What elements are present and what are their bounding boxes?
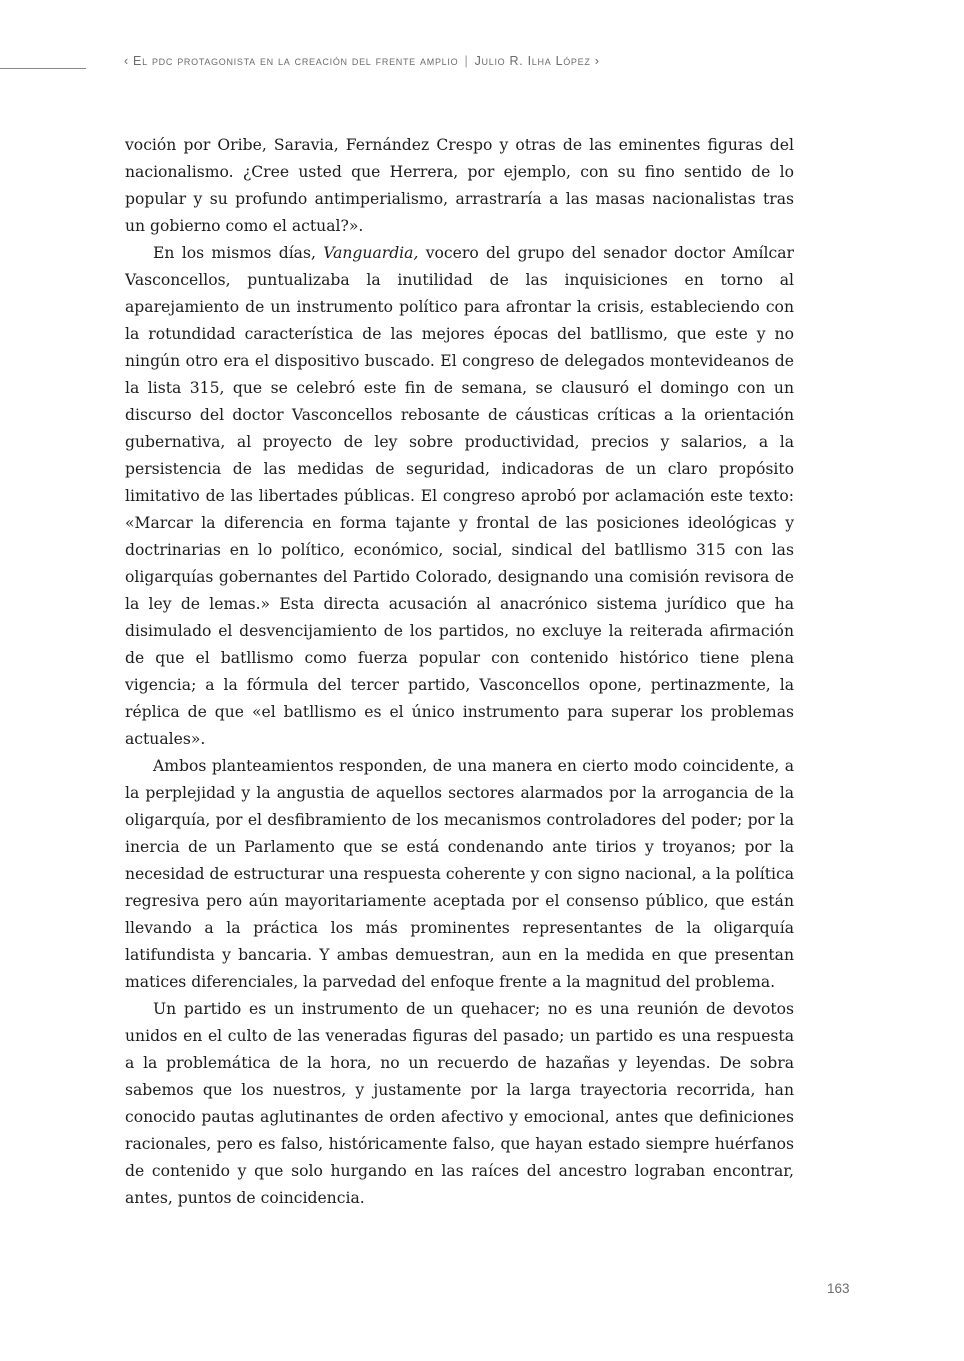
paragraph-2 — [125, 240, 794, 753]
header-rule — [0, 68, 86, 69]
paragraph-3: Ambos planteamientos responden, de una manera en cierto modo coincidente, a la perplejidad y la angustia de aquellos sectores alarmados por la arrogancia de la oligarquía, por el desfibramiento de los mecanismos controladores del poder; por la inercia de un Parlamento que se está condenando ante tirios y troyanos; por la necesidad de estructurar una respuesta coherente y con signo nacional, a la política regresiva pero aún mayoritariamente aceptada por el consenso público, que están llevando a la práctica los más prominentes representantes de la oligarquía latifundista y bancaria. Y ambas demuestran, aun en la medida en que presentan matices diferenciales, la parvedad del enfoque frente a la magnitud del problema. — [125, 757, 794, 991]
paragraph-4: Un partido es un instrumento de un quehacer; no es una reunión de devotos unidos en el culto de las veneradas figuras del pasado; un partido es una respuesta a la problemática de la hora, no un recuerdo de hazañas y leyendas. De sobra sabemos que los nuestros, y justamente por la larga trayectoria recorrida, han conocido pautas aglutinantes de orden afectivo y emocional, antes que definiciones racionales, pero es falso, históricamente falso, que hayan estado siempre huérfanos de contenido y que solo hurgando en las raíces del ancestro lograban encontrar, antes, puntos de coincidencia. — [125, 1000, 794, 1207]
running-head — [124, 54, 824, 68]
running-head-separator: | — [464, 54, 469, 68]
body-text — [125, 132, 794, 1212]
paragraph-2-rest: vocero del grupo del senador doctor Amílcar Vasconcellos, puntualizaba la inutilidad de las inquisiciones en torno al aparejamiento de un instrumento político para afrontar la crisis, estableciendo con la rotundidad característica de las mejores épocas del batllismo, que este y no ningún otro era el dispositivo buscado. El congreso de delegados montevideanos de la lista 315, que se celebró este fin de semana, se clausuró el domingo con un discurso del doctor Vasconcellos rebosante de cáusticas críticas a la orientación gubernativa, al proyecto de ley sobre productividad, precios y salarios, a la persistencia de las medidas de seguridad, indicadoras de un claro propósito limitativo de las libertades públicas. El congreso aprobó por aclamación este texto: «Marcar la diferencia en forma tajante y frontal de las posiciones ideológicas y doctrinarias en lo político, económico, social, sindical del batllismo 315 con las oligarquías gobernantes del Partido Colorado, designando una comisión revisora de la ley de lemas.» Esta directa acusación al anacrónico sistema jurídico que ha disimulado el desvencijamiento de los partidos, no excluye la reiterada afirmación de que el batllismo como fuerza popular con contenido histórico tiene plena vigencia; a la fórmula del tercer partido, Vasconcellos opone, pertinazmente, la réplica de que «el batllismo es el único instrumento para superar los problemas actuales». — [125, 244, 794, 748]
newspaper-title-vanguardia: Vanguardia, — [323, 244, 419, 262]
page-number: 163 — [827, 1281, 850, 1296]
running-head-author: Julio R. Ilha López › — [474, 54, 600, 68]
paragraph-2-lead: En los mismos días, — [153, 244, 324, 262]
running-head-chapter-title: ‹ El pdc protagonista en la creación del frente amplio — [124, 54, 459, 68]
paragraph-1: voción por Oribe, Saravia, Fernández Crespo y otras de las eminentes figuras del nacionalismo. ¿Cree usted que Herrera, por ejemplo, con su fino sentido de lo popular y su profundo antimperialismo, arrastraría a las masas nacionalistas tras un gobierno como el actual?». — [125, 136, 794, 235]
